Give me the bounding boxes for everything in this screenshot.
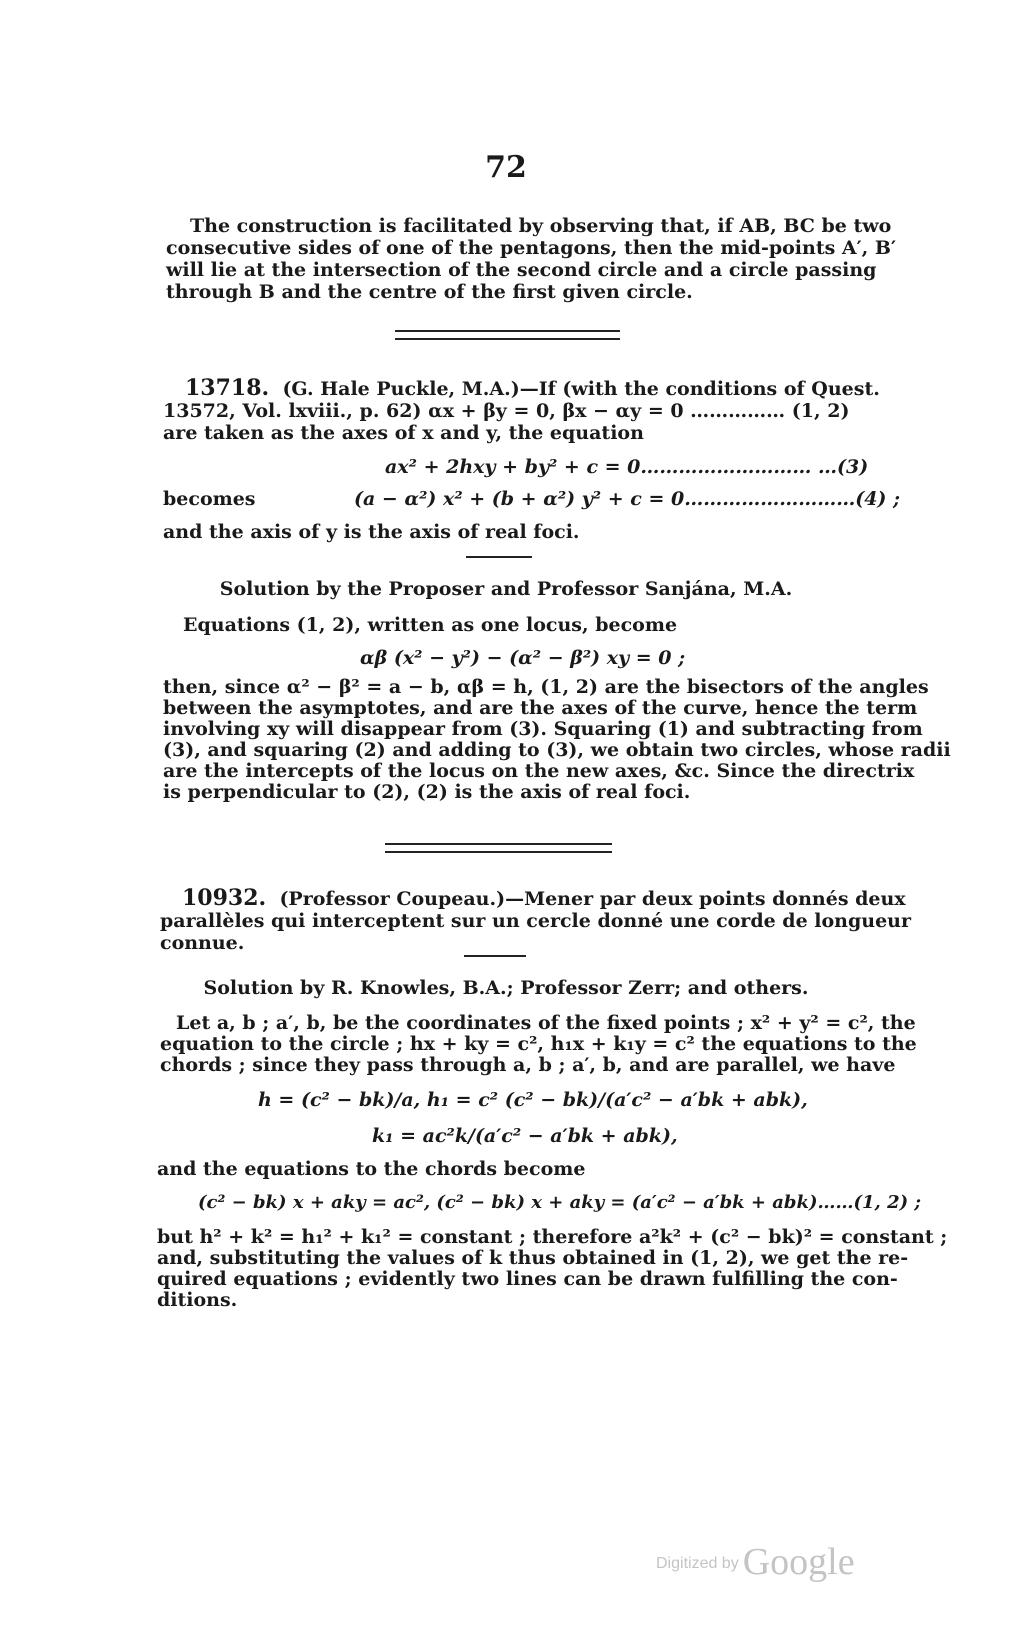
question-number: 13718. xyxy=(185,375,270,401)
equation-chords: (c² − bk) x + aky = ac², (c² − bk) x + aky = (a′c² − a′bk + abk)……(1, 2) ; xyxy=(198,1192,922,1213)
short-rule xyxy=(466,556,532,558)
solution-line: involving xy will disappear from (3). Squaring (1) and subtracting from xyxy=(163,718,923,740)
question-first-line: (Professor Coupeau.)—Mener par deux points donnés deux xyxy=(279,888,906,910)
question-line: connue. xyxy=(160,932,245,954)
equation-h: h = (c² − bk)/a, h₁ = c² (c² − bk)/(a′c² − a′bk + abk), xyxy=(258,1089,808,1111)
chords-intro: and the equations to the chords become xyxy=(157,1158,586,1180)
question-header xyxy=(160,885,906,911)
final-line: but h² + k² = h₁² + k₁² = constant ; therefore a²k² + (c² − bk)² = constant ; xyxy=(157,1226,948,1248)
question-number: 10932. xyxy=(182,885,267,911)
solution-line: then, since α² − β² = a − b, αβ = h, (1, 2) are the bisectors of the angles xyxy=(163,676,929,698)
question-10932 xyxy=(160,885,912,954)
becomes-label: becomes xyxy=(163,488,256,510)
question-13718 xyxy=(163,375,880,444)
equation-3: ax² + 2hxy + by² + c = 0……………………… …(3) xyxy=(385,456,869,478)
locus-equation: αβ (x² − y²) − (α² − β²) xy = 0 ; xyxy=(360,647,686,669)
final-line: quired equations ; evidently two lines can be drawn fulfilling the con- xyxy=(157,1268,898,1290)
question-header xyxy=(163,375,880,401)
solution-10932-text xyxy=(160,1012,917,1076)
question-line: are taken as the axes of x and y, the equation xyxy=(163,422,644,444)
section-divider xyxy=(395,330,620,340)
solution-line: Let a, b ; a′, b, be the coordinates of the fixed points ; x² + y² = c², the xyxy=(176,1012,916,1034)
solution-13718-text xyxy=(163,676,951,803)
solution-intro: Equations (1, 2), written as one locus, become xyxy=(183,614,678,636)
solution-line: is perpendicular to (2), (2) is the axis of real foci. xyxy=(163,781,691,803)
solution-line: (3), and squaring (2) and adding to (3), we obtain two circles, whose radii xyxy=(163,739,951,761)
intro-line: consecutive sides of one of the pentagons, then the mid-points A′, B′ xyxy=(166,237,896,259)
intro-line: through B and the centre of the first given circle. xyxy=(166,281,693,303)
final-line: and, substituting the values of k thus obtained in (1, 2), we get the re- xyxy=(157,1247,909,1269)
equation-k1: k₁ = ac²k/(a′c² − a′bk + abk), xyxy=(372,1125,678,1147)
digitized-by-text: Digitized by xyxy=(656,1555,739,1572)
axis-statement: and the axis of y is the axis of real foci. xyxy=(163,521,580,543)
solution-attribution: Solution by R. Knowles, B.A.; Professor Zerr; and others. xyxy=(203,977,809,999)
intro-line: The construction is facilitated by observing that, if AB, BC be two xyxy=(190,215,892,237)
intro-paragraph xyxy=(166,215,896,303)
intro-line: will lie at the intersection of the second circle and a circle passing xyxy=(166,259,877,281)
equation-4: (a − α²) x² + (b + α²) y² + c = 0………………………(4) ; xyxy=(354,488,901,510)
final-paragraph xyxy=(157,1226,948,1311)
google-logo: Google xyxy=(742,1541,855,1583)
solution-line: equation to the circle ; hx + ky = c², h₁x + k₁y = c² the equations to the xyxy=(160,1033,917,1055)
final-line: ditions. xyxy=(157,1289,238,1311)
question-line: 13572, Vol. lxviii., p. 62) αx + βy = 0, βx − αy = 0 …………… (1, 2) xyxy=(163,400,850,422)
page-number: 72 xyxy=(485,150,527,185)
short-rule xyxy=(464,955,526,957)
section-divider xyxy=(385,843,612,853)
question-author-line: (G. Hale Puckle, M.A.)—If (with the conditions of Quest. xyxy=(282,378,880,400)
solution-attribution: Solution by the Proposer and Professor Sanjána, M.A. xyxy=(219,578,793,600)
solution-line: are the intercepts of the locus on the new axes, &c. Since the directrix xyxy=(163,760,915,782)
solution-line: chords ; since they pass through a, b ; a′, b, and are parallel, we have xyxy=(160,1054,896,1076)
question-line: parallèles qui interceptent sur un cercle donné une corde de longueur xyxy=(160,910,912,932)
solution-line: between the asymptotes, and are the axes of the curve, hence the term xyxy=(163,697,918,719)
google-watermark xyxy=(656,1540,855,1584)
